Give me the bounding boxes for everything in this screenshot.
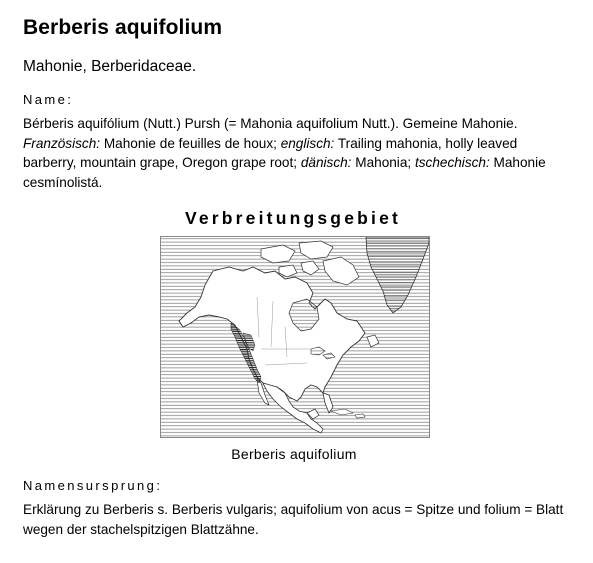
distribution-heading: Verbreitungsgebiet bbox=[184, 208, 402, 228]
north-america-map-image bbox=[161, 237, 429, 437]
english-name: Trailing mahonia, holly leaved barberry, mountain grape, Oregon grape root; bbox=[23, 135, 518, 170]
english-label: englisch: bbox=[280, 135, 335, 151]
french-name: Mahonie de feuilles de houx; bbox=[100, 135, 281, 151]
origin-section-label: Namensursprung: bbox=[23, 478, 163, 493]
danish-name: Mahonia; bbox=[351, 155, 415, 170]
map-caption: Berberis aquifolium bbox=[231, 446, 357, 462]
czech-label: tschechisch: bbox=[414, 155, 490, 170]
name-section-label: Name: bbox=[23, 92, 74, 107]
caribbean-island bbox=[355, 414, 365, 418]
name-paragraph bbox=[23, 114, 568, 192]
distribution-map bbox=[160, 236, 430, 438]
czech-name: Mahonie cesmínolistá. bbox=[23, 155, 546, 190]
page-subtitle: Mahonie, Berberidaceae. bbox=[23, 58, 197, 75]
french-label: Französisch: bbox=[23, 135, 101, 151]
danish-label: dänisch: bbox=[300, 155, 352, 170]
origin-paragraph: Erklärung zu Berberis s. Berberis vulgaris; aquifolium von acus = Spitze und folium = Blatt wegen der stachelspitzigen Blattzähne. bbox=[23, 502, 564, 537]
botanical-name: Bérberis aquifólium (Nutt.) Pursh (= Mahonia aquifolium Nutt.). Gemeine Mahonie. bbox=[23, 116, 518, 131]
page-title: Berberis aquifolium bbox=[23, 16, 223, 39]
